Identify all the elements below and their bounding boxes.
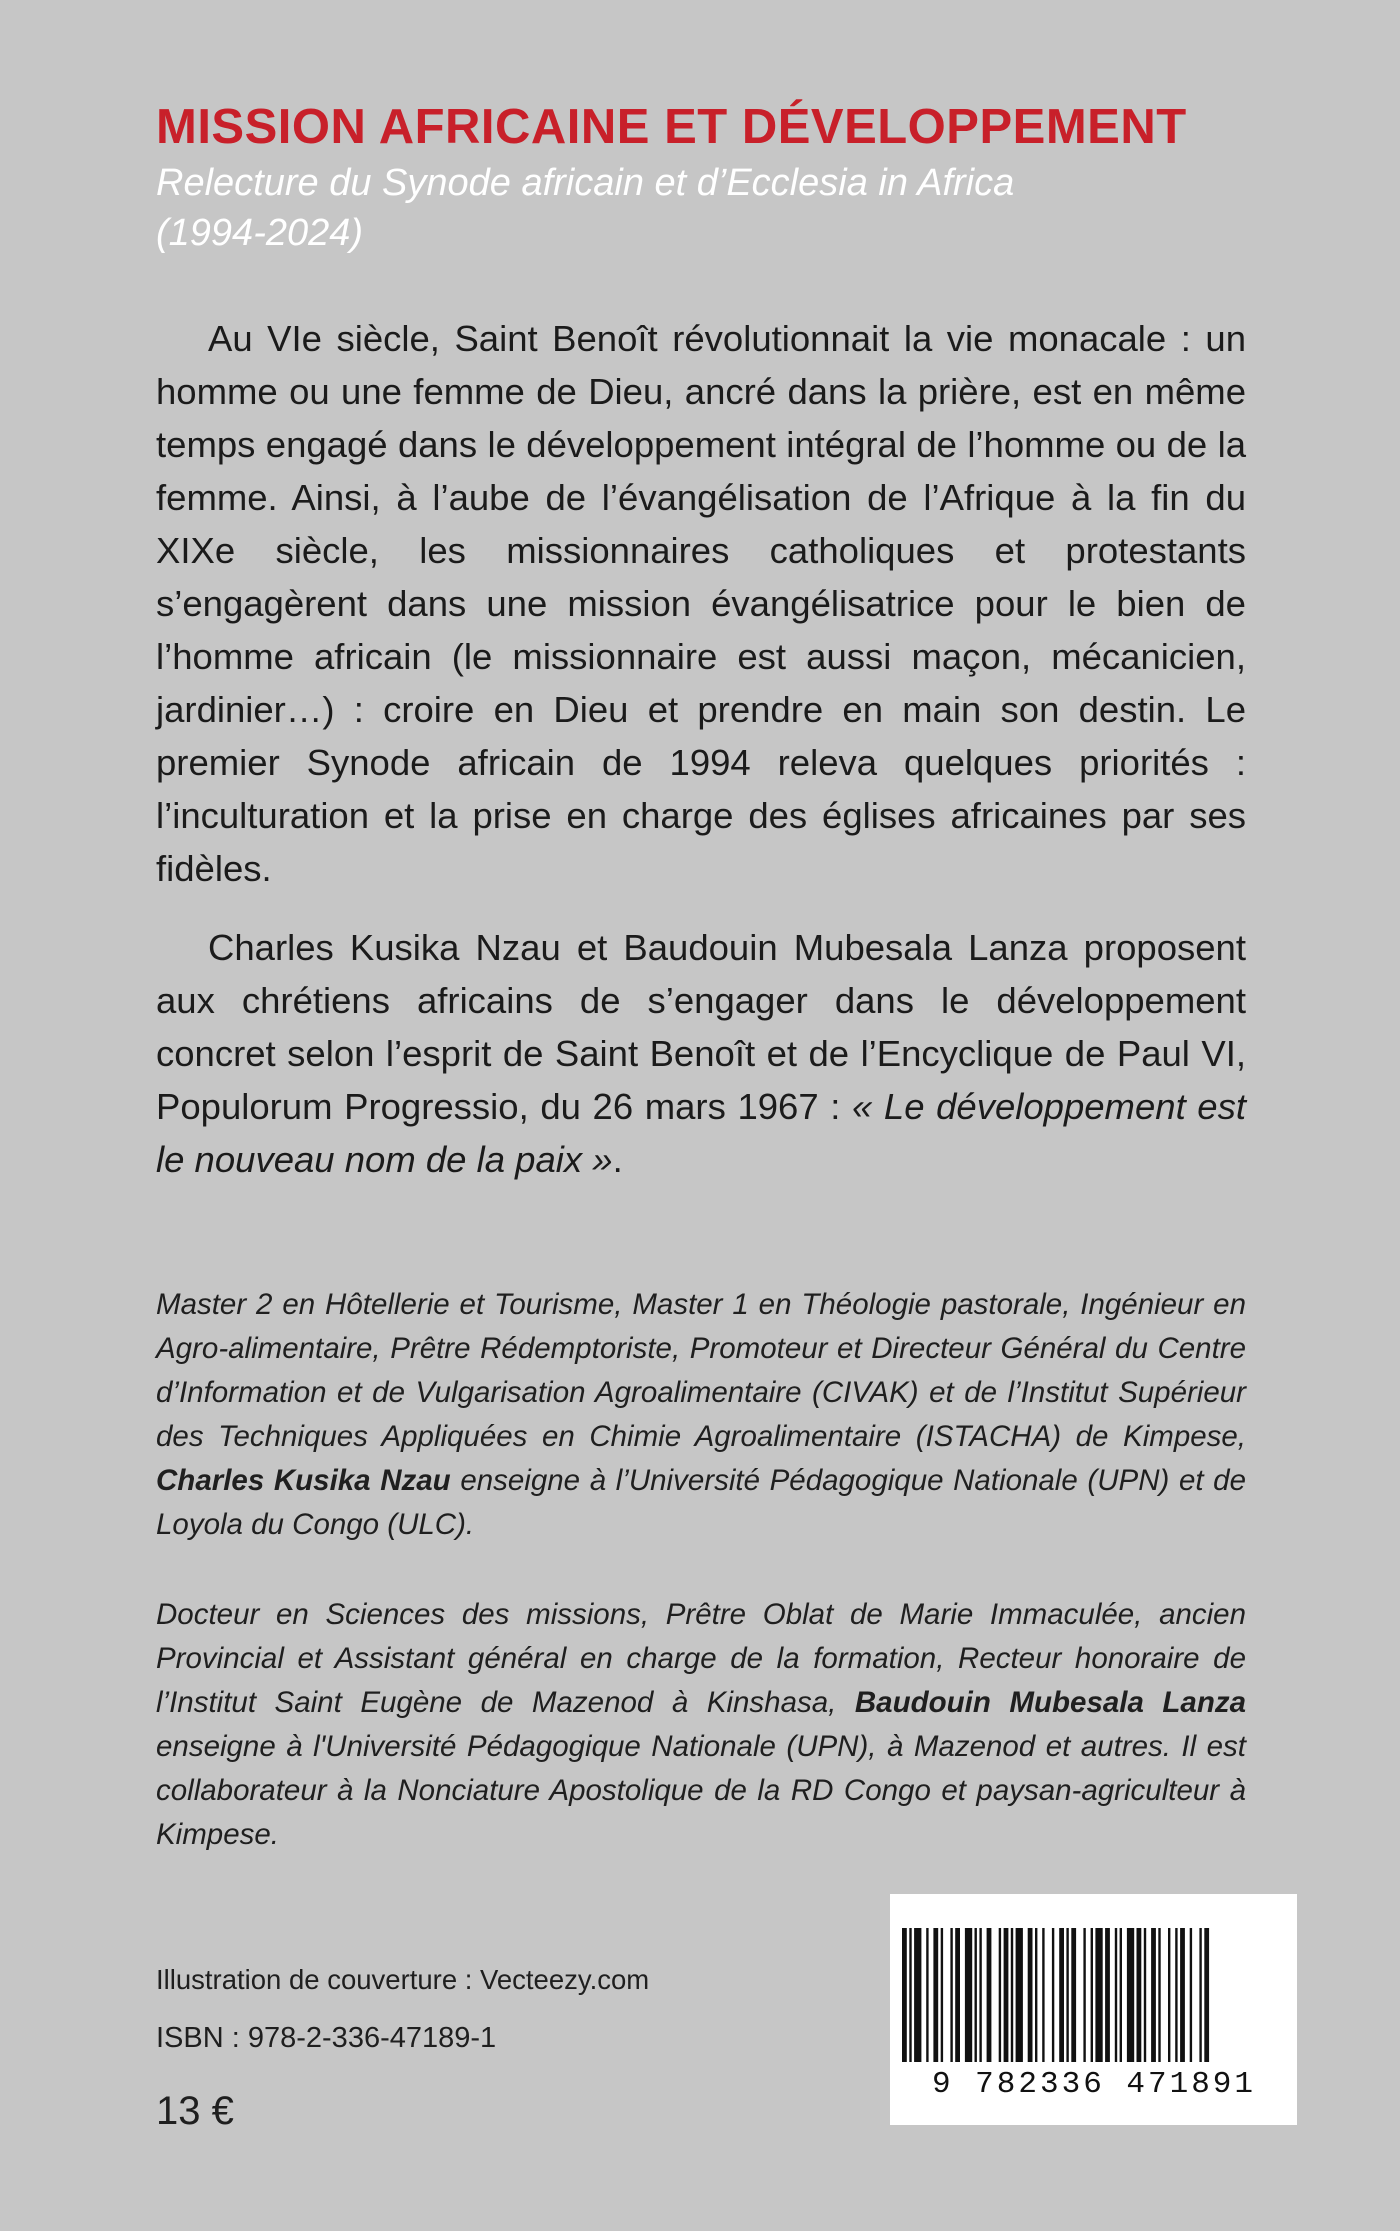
barcode-bar	[987, 1928, 992, 2062]
book-subtitle-line1: Relecture du Synode africain et d’Ecclesia in Africa	[156, 162, 1015, 204]
bio2-text-before: Docteur en Sciences des missions, Prêtre Oblat de Marie Immaculée, ancien Provincial et Assistant général en charge de la formation, Recteur honoraire de l’Institut Saint Eugène de Mazenod à Kinshasa,	[156, 1598, 1246, 1719]
barcode-bar	[975, 1928, 977, 2062]
barcode-bar	[979, 1928, 981, 2062]
summary-paragraph-2	[156, 921, 1246, 1186]
summary-quote: « Le développement est le nouveau nom de la paix »	[156, 1086, 1247, 1180]
barcode-bar	[1120, 1928, 1122, 2062]
barcode-bar	[1042, 1928, 1044, 2062]
bio2-text-after: enseigne à l'Université Pédagogique Nationale (UPN), à Mazenod et autres. Il est collaborateur à la Nonciature Apostolique de la RD Congo et paysan-agriculteur à Kimpese.	[156, 1730, 1246, 1851]
barcode-bar	[902, 1928, 907, 2062]
bio1-text-before: Master 2 en Hôtellerie et Tourisme, Master 1 en Théologie pastorale, Ingénieur en Agro-alimentaire, Prêtre Rédemptoriste, Promoteur et Directeur Général du Centre d’Information et de Vulgarisation Agroalimentaire (CIVAK) et de l’Institut Supérieur des Techniques Appliquées en Chimie Agroalimentaire (ISTACHA) de Kimpese,	[156, 1288, 1246, 1453]
barcode-bar	[1175, 1928, 1177, 2062]
barcode-bar	[950, 1928, 952, 2062]
barcode-bar	[1144, 1928, 1146, 2062]
summary	[156, 312, 1246, 1186]
barcode-bar	[926, 1928, 928, 2062]
barcode-bar	[1190, 1928, 1192, 2062]
bio1-text-after: enseigne à l’Université Pédagogique Nationale (UPN) et de Loyola du Congo (ULC).	[156, 1464, 1246, 1541]
author-bio-1	[156, 1283, 1246, 1547]
author-bio-2	[156, 1593, 1246, 1857]
barcode-bar	[1035, 1928, 1037, 2062]
barcode-number: 9 782336 471891	[931, 2067, 1257, 2102]
barcode-bar	[1052, 1928, 1054, 2062]
barcode-graphic	[890, 1894, 1297, 2125]
barcode-bar	[1151, 1928, 1156, 2062]
barcode	[890, 1894, 1297, 2125]
barcode-bar	[909, 1928, 911, 2062]
barcode-bar	[965, 1928, 972, 2062]
barcode-bar	[999, 1928, 1001, 2062]
summary-paragraph-2-text: Charles Kusika Nzau et Baudouin Mubesala Lanza proposent aux chrétiens africains de s’engager dans le développement concret selon l’esprit de Saint Benoît et de l’Encyclique de Paul VI, Populorum Progressio, du 26 mars 1967 :	[156, 927, 1246, 1127]
barcode-bar	[1071, 1928, 1076, 2062]
summary-paragraph-1: Au VIe siècle, Saint Benoît révolutionnait la vie monacale : un homme ou une femme de Dieu, ancré dans la prière, est en même temps engagé dans le développement intégral de l’homme ou de la femme. Ainsi, à l’aube de l’évangélisation de l’Afrique à la fin du XIXe siècle, les missionnaires catholiques et protestants s’engagèrent dans une mission évangélisatrice pour le bien de l’homme africain (le missionnaire est aussi maçon, mécanicien, jardinier…) : croire en Dieu et prendre en main son destin. Le premier Synode africain de 1994 releva quelques priorités : l’inculturation et la prise en charge des églises africaines par ses fidèles.	[156, 318, 1246, 889]
barcode-bar	[1016, 1928, 1023, 2062]
barcode-bar	[1115, 1928, 1117, 2062]
barcode-bar	[1168, 1928, 1170, 2062]
barcode-bar	[1011, 1928, 1013, 2062]
summary-paragraph-2-end: .	[612, 1139, 623, 1180]
barcode-bar	[914, 1928, 921, 2062]
barcode-bar	[1105, 1928, 1110, 2062]
barcode-bar	[1095, 1928, 1102, 2062]
barcode-bar	[1091, 1928, 1093, 2062]
cover-illustration-credit: Illustration de couverture : Vecteezy.com	[156, 1964, 650, 1995]
bio2-author-name: Baudouin Mubesala Lanza	[854, 1686, 1246, 1719]
barcode-bar	[1028, 1928, 1033, 2062]
barcode-bar	[1180, 1928, 1185, 2062]
barcode-bars	[902, 1928, 1209, 2062]
book-title: MISSION AFRICAINE ET DÉVELOPPEMENT	[156, 100, 1187, 154]
bio1-author-name: Charles Kusika Nzau	[156, 1464, 451, 1497]
barcode-bar	[1066, 1928, 1068, 2062]
barcode-bar	[1137, 1928, 1142, 2062]
price: 13 €	[156, 2089, 234, 2133]
barcode-bar	[955, 1928, 960, 2062]
barcode-bar	[1083, 1928, 1085, 2062]
barcode-bar	[1199, 1928, 1201, 2062]
barcode-bar	[941, 1928, 943, 2062]
cover-text-block	[156, 96, 1246, 1212]
barcode-bar	[933, 1928, 938, 2062]
barcode-bar	[1158, 1928, 1160, 2062]
barcode-bar	[1059, 1928, 1064, 2062]
barcode-bar	[1004, 1928, 1009, 2062]
book-subtitle-line2: (1994-2024)	[156, 212, 364, 254]
barcode-bar	[1204, 1928, 1209, 2062]
barcode-bar	[1127, 1928, 1134, 2062]
isbn: ISBN : 978-2-336-47189-1	[156, 2022, 497, 2054]
